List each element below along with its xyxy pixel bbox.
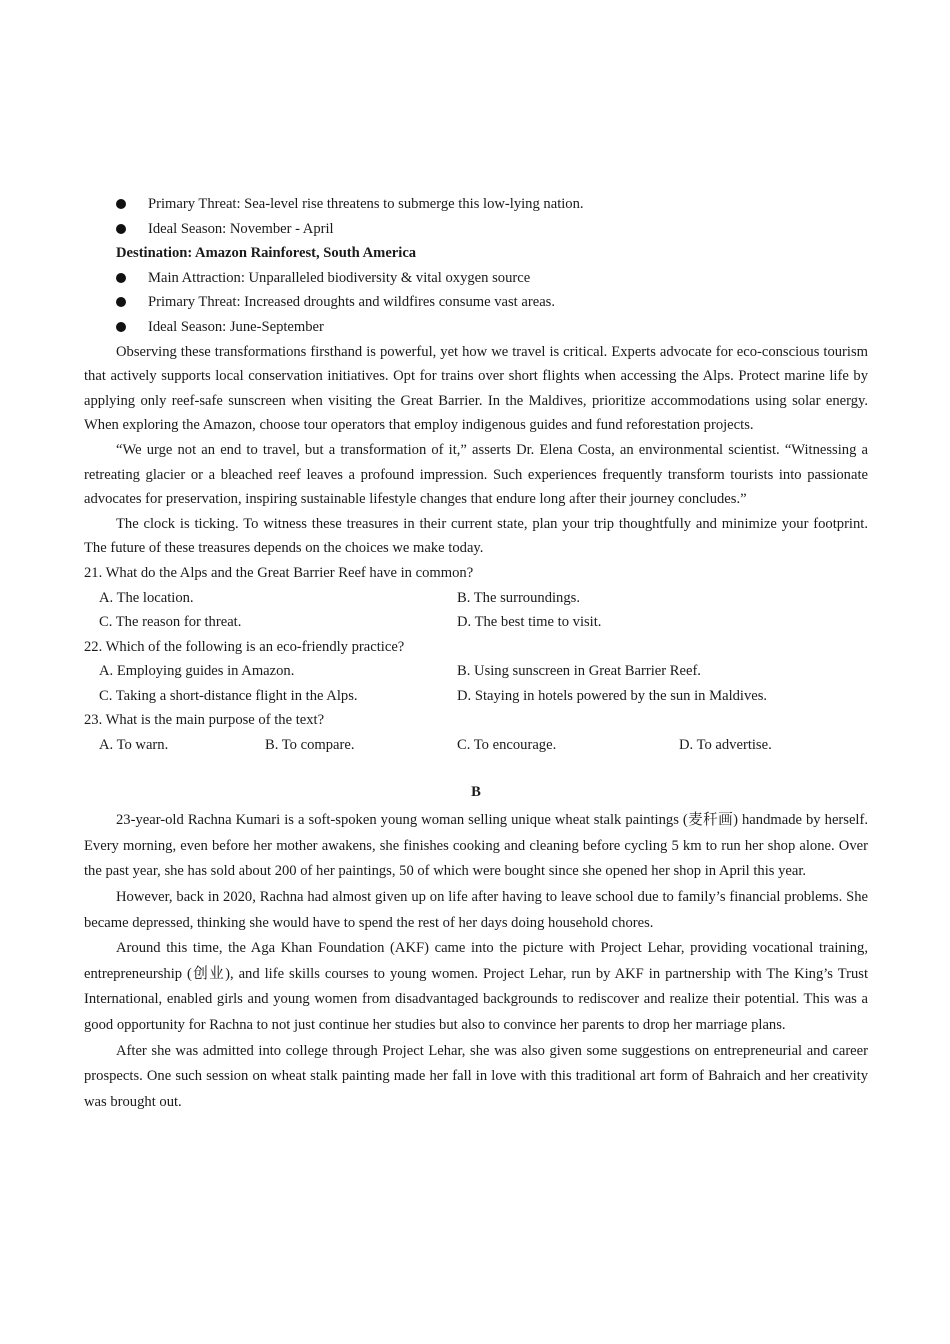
option-a[interactable]: A. Employing guides in Amazon. [99,663,295,680]
option-d[interactable]: D. To advertise. [679,737,772,754]
question-stem: 23. What is the main purpose of the text? [84,712,325,729]
bullet-dot-icon [116,322,126,332]
bullet-dot-icon [116,199,126,209]
option-b[interactable]: B. To compare. [265,737,355,754]
bullet-item: Ideal Season: June-September [84,315,868,340]
option-row [84,610,868,635]
question-21 [84,561,868,635]
paragraph: The clock is ticking. To witness these treasures in their current state, plan your trip thoughtfully and minimize your footprint. The future of these treasures depends on the choices we make today. [84,515,868,557]
paragraph: 23-year-old Rachna Kumari is a soft-spoken young woman selling unique wheat stalk paintings (麦秆画) handmade by herself. Every morning, even before her mother awakens, she finishes cooking and cleaning before cycling 5 km to run her shop alone. Over the past year, she has sold about 200 of her paintings, 50 of which were bought since she opened her shop in April this year. [84,812,868,880]
option-b[interactable]: B. The surroundings. [457,589,580,606]
section-title: B [471,783,481,800]
bullet-item: Ideal Season: November - April [84,217,868,242]
bullet-dot-icon [116,297,126,307]
paragraph: However, back in 2020, Rachna had almost given up on life after having to leave school due to family’s financial problems. She became depressed, thinking she would have to spend the rest of her days doing household chores. [84,889,868,931]
question-stem: 21. What do the Alps and the Great Barrier Reef have in common? [84,564,474,581]
option-row [84,659,868,684]
question-23 [84,708,868,757]
bullet-dot-icon [116,224,126,234]
bullet-item: Main Attraction: Unparalleled biodiversity & vital oxygen source [84,266,868,291]
paragraph: “We urge not an end to travel, but a transformation of it,” asserts Dr. Elena Costa, an environmental scientist. “Witnessing a retreating glacier or a bleached reef leaves a profound impression. Such experiences frequently transform tourists into passionate advocates for preservation, inspiring sustainable lifestyle changes that endure long after their journey concludes.” [84,441,868,508]
option-d[interactable]: D. Staying in hotels powered by the sun in Maldives. [457,687,768,704]
option-c[interactable]: C. The reason for threat. [99,614,242,631]
option-row [84,733,868,758]
option-row [84,586,868,611]
paragraph: Observing these transformations firsthand is powerful, yet how we travel is critical. Experts advocate for eco-conscious tourism that actively supports local conservation initiatives. Opt for trains over short flights when accessing the Alps. Protect marine life by applying only reef-safe sunscreen when visiting the Great Barrier. In the Maldives, prioritize accommodations using solar energy. When exploring the Amazon, choose tour operators that employ indigenous guides and fund reforestation projects. [84,343,868,434]
bullet-dot-icon [116,273,126,283]
option-a[interactable]: A. To warn. [99,737,169,754]
destination-heading: Destination: Amazon Rainforest, South America [116,245,417,262]
question-stem: 22. Which of the following is an eco-friendly practice? [84,638,405,655]
paragraph: Around this time, the Aga Khan Foundation (AKF) came into the picture with Project Lehar, providing vocational training, entrepreneurship (创业), and life skills courses to young women. Project Lehar, run by AKF in partnership with The King’s Trust International, enabled girls and young women from disadvantaged backgrounds to rediscover and realize their potential. This was a good opportunity for Rachna to not just continue her studies but also to convince her parents to drop her marriage plans. [84,940,868,1033]
bullet-item: Primary Threat: Sea-level rise threatens to submerge this low-lying nation. [84,192,868,217]
option-c[interactable]: C. Taking a short-distance flight in the Alps. [99,687,358,704]
question-22 [84,635,868,709]
option-c[interactable]: C. To encourage. [457,737,557,754]
option-b[interactable]: B. Using sunscreen in Great Barrier Reef. [457,663,701,680]
paragraph: After she was admitted into college through Project Lehar, she was also given some suggestions on entrepreneurial and career prospects. One such session on wheat stalk painting made her fall in love with this traditional art form of Bahraich and her creativity was brought out. [84,1042,868,1110]
bullet-item: Primary Threat: Increased droughts and wildfires consume vast areas. [84,290,868,315]
option-a[interactable]: A. The location. [99,589,194,606]
option-row [84,684,868,709]
exam-page [84,192,868,1115]
option-d[interactable]: D. The best time to visit. [457,614,602,631]
passage-b [84,808,868,1115]
